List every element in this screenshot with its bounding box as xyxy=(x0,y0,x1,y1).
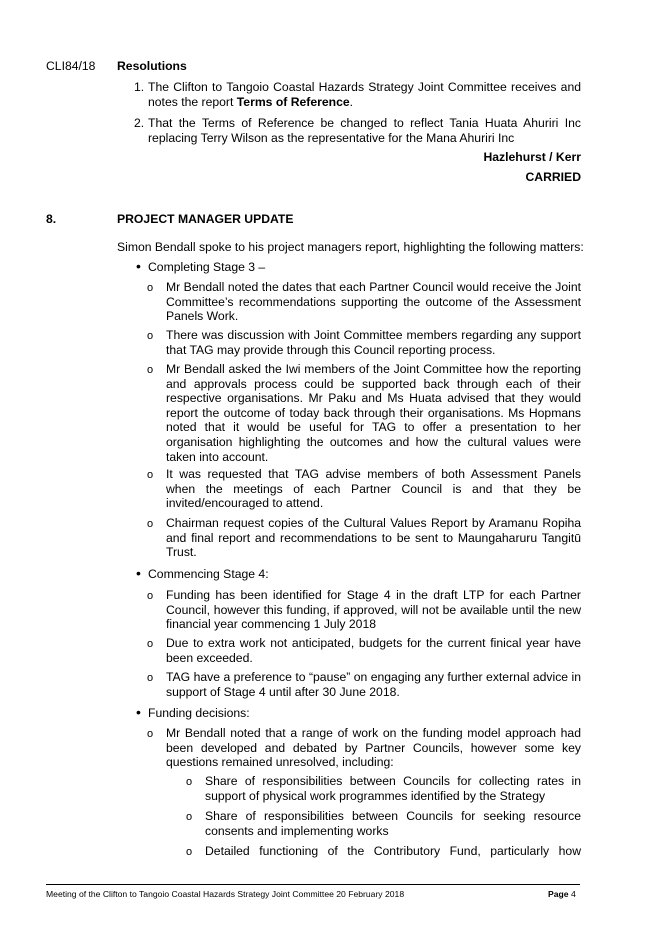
stage4-heading: Commencing Stage 4: xyxy=(148,567,269,581)
stage4-item: Due to extra work not anticipated, budgets for the current finical year have been exceeded. xyxy=(166,636,581,665)
footer-meeting: Meeting of the Clifton to Tangoio Coastal Hazards Strategy Joint Committee 20 February 2018 xyxy=(46,889,405,899)
stage3-item: It was requested that TAG advise members of both Assessment Panels when the meetings of each Partner Council is and that they be invited/encouraged to attend. xyxy=(166,467,581,511)
bullet-circle-icon: o xyxy=(147,364,154,376)
bullet-circle-icon: o xyxy=(147,282,154,294)
bullet-circle-icon: o xyxy=(147,469,154,481)
footer-divider xyxy=(46,884,580,885)
stage4-item: Funding has been identified for Stage 4 in the draft LTP for each Partner Council, however this funding, if approved, will not be available until the new financial year commencing 1 July 2018 xyxy=(166,588,581,632)
resolution-mover: Hazlehurst / Kerr xyxy=(483,150,581,164)
footer-page: Page 4 xyxy=(548,889,576,899)
stage3-heading: Completing Stage 3 – xyxy=(148,260,266,274)
resolution-ref: CLI84/18 xyxy=(46,59,96,73)
funding-subitem: Detailed functioning of the Contributory Fund, particularly how xyxy=(205,844,581,858)
section-intro: Simon Bendall spoke to his project managers report, highlighting the following matters: xyxy=(117,240,584,254)
bullet-circle-icon: o xyxy=(147,590,154,602)
resolution-item1: The Clifton to Tangoio Coastal Hazards Strategy Joint Committee receives and notes the report Terms of Reference. xyxy=(148,80,581,109)
funding-subitem: Share of responsibilities between Councils for collecting rates in support of physical work programmes identified by the Strategy xyxy=(205,774,581,803)
bullet-circle-icon: o xyxy=(147,518,154,530)
stage3-item: Mr Bendall asked the Iwi members of the Joint Committee how the reporting and approvals process could be supported back through each of their respective organisations. Mr Paku and Ms Huata advised that they would report the outcome of today back through their organisations. Ms Hopmans noted that it would be useful for TAG to offer a presentation to her organisation highlighting the outcomes and how the cultural values were taken into account. xyxy=(166,362,581,464)
bullet-circle-icon: o xyxy=(147,728,154,740)
resolution-item1-number: 1. xyxy=(134,80,145,94)
bullet-circle-icon: o xyxy=(186,811,193,823)
bullet-circle-icon: o xyxy=(147,330,154,342)
resolution-item2: That the Terms of Reference be changed to reflect Tania Huata Ahuriri Inc replacing Terry Wilson as the representative for the Mana Ahuriri Inc xyxy=(148,116,581,145)
funding-subitem: Share of responsibilities between Councils for seeking resource consents and implementing works xyxy=(205,809,581,838)
bullet-circle-icon: o xyxy=(147,672,154,684)
bullet-dot-icon: • xyxy=(136,704,141,720)
section-number: 8. xyxy=(46,212,57,226)
section-title: PROJECT MANAGER UPDATE xyxy=(117,212,294,226)
resolution-status: CARRIED xyxy=(525,170,581,184)
resolution-item2-number: 2. xyxy=(134,116,145,130)
bullet-circle-icon: o xyxy=(147,638,154,650)
bullet-circle-icon: o xyxy=(186,776,193,788)
stage3-item: Mr Bendall noted the dates that each Partner Council would receive the Joint Committee’s recommendations supporting the outcome of the Assessment Panels Work. xyxy=(166,280,581,324)
bullet-circle-icon: o xyxy=(186,846,193,858)
bullet-dot-icon: • xyxy=(136,565,141,581)
resolution-heading: Resolutions xyxy=(117,59,187,73)
funding-item: Mr Bendall noted that a range of work on the funding model approach had been developed and debated by Partner Councils, however some key questions remained unresolved, including: xyxy=(166,726,581,770)
stage3-item: There was discussion with Joint Committee members regarding any support that TAG may provide through this Council reporting process. xyxy=(166,328,581,357)
bullet-dot-icon: • xyxy=(136,258,141,274)
funding-heading: Funding decisions: xyxy=(148,706,250,720)
stage4-item: TAG have a preference to “pause” on engaging any further external advice in support of Stage 4 until after 30 June 2018. xyxy=(166,670,581,699)
stage3-item: Chairman request copies of the Cultural Values Report by Aramanu Ropiha and final report and recommendations to be sent to Maungaharuru Tangitū Trust. xyxy=(166,516,581,560)
